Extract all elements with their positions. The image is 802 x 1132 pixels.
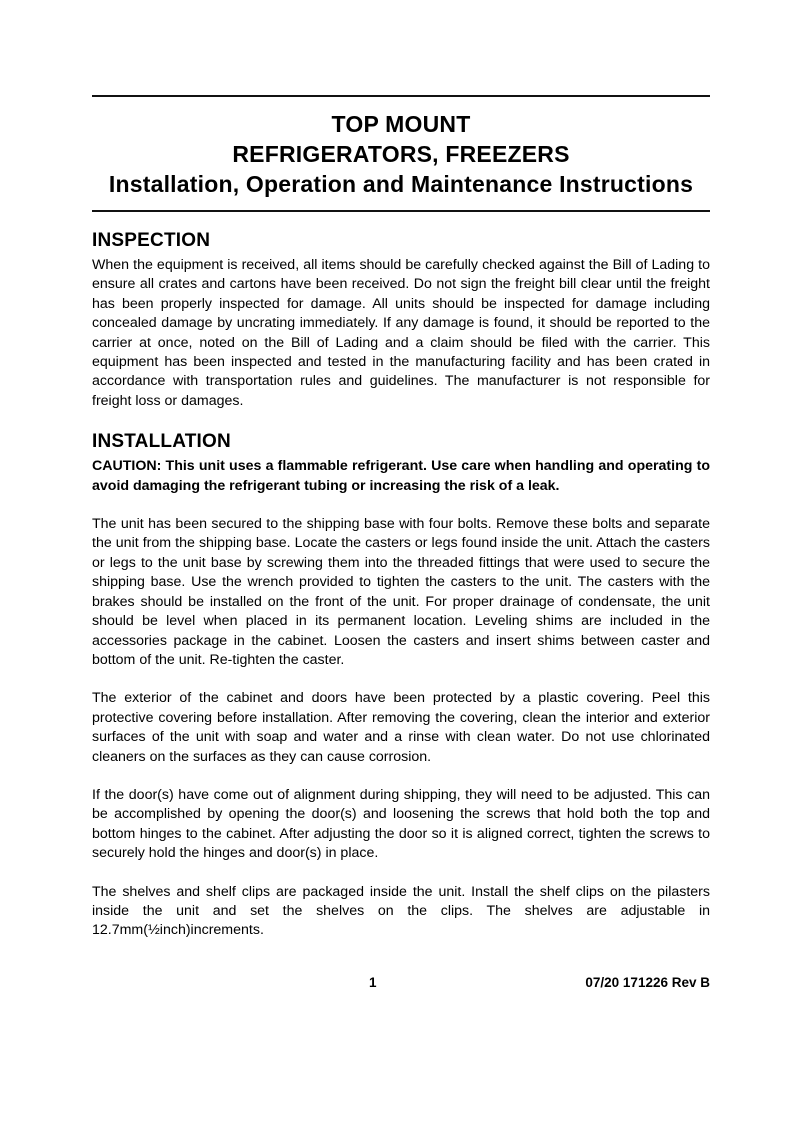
inspection-heading: INSPECTION — [92, 230, 211, 251]
inspection-paragraph: When the equipment is received, all items should be carefully checked against the Bill of Lading to ensure all crates and cartons have been received. Do not sign the freight bill clear until the freight has been properly inspected for damage. All units should be inspected for damage including concealed damage by uncrating immediately. If any damage is found, it should be reported to the carrier at once, noted on the Bill of Lading and a claim should be filed with the carrier. This equipment has been inspected and tested in the manufacturing facility and has been crated in accordance with transportation rules and guidelines. The manufacturer is not responsible for freight loss or damages. — [92, 257, 710, 409]
installation-paragraph-3: If the door(s) have come out of alignment during shipping, they will need to be adjusted. This can be accomplished by opening the door(s) and loosening the screws that hold both the top and bottom hinges to the cabinet. After adjusting the door so it is aligned correct, tighten the screws to securely hold the hinges and door(s) in place. — [92, 786, 710, 862]
document-title — [92, 109, 710, 199]
section-inspection — [92, 229, 710, 411]
footer-page-number: 1 — [369, 974, 377, 990]
installation-heading: INSTALLATION — [92, 431, 231, 453]
document-page — [0, 95, 802, 1132]
title-rule-top — [92, 95, 710, 97]
caution-paragraph: CAUTION: This unit uses a flammable refrigerant. Use care when handling and operating to avoid damaging the refrigerant tubing or increasing the risk of a leak. — [92, 458, 710, 494]
installation-paragraph-2: The exterior of the cabinet and doors have been protected by a plastic covering. Peel this protective covering before installation. After removing the covering, clean the interior and exterior surfaces of the unit with soap and water and a rinse with clean water. Do not use chlorinated cleaners on the surfaces as they can cause corrosion. — [92, 690, 710, 765]
section-installation — [92, 430, 710, 941]
installation-paragraph-1: The unit has been secured to the shipping base with four bolts. Remove these bolts and separate the unit from the shipping base. Locate the casters or legs found inside the unit. Attach the casters or legs to the unit base by screwing them into the threaded fittings that were used to secure the shipping base. Use the wrench provided to tighten the casters to the unit. The casters with the brakes should be installed on the front of the unit. For proper drainage of condensate, the unit should be level when placed in its permanent location. Leveling shims are included in the accessories package in the cabinet. Loosen the casters and insert shims between caster and bottom of the unit. Re-tighten the caster. — [92, 516, 710, 668]
footer-revision: 07/20 171226 Rev B — [585, 974, 710, 990]
page-footer — [92, 975, 710, 991]
installation-paragraph-4: The shelves and shelf clips are packaged inside the unit. Install the shelf clips on the pilasters inside the unit and set the shelves on the clips. The shelves are adjustable in 12.7mm(½inch)increments. — [92, 883, 710, 939]
title-rule-bottom — [92, 210, 710, 212]
title-line-3: Installation, Operation and Maintenance Instructions — [108, 171, 694, 197]
title-line-2: REFRIGERATORS, FREEZERS — [232, 141, 570, 167]
title-line-1: TOP MOUNT — [331, 111, 471, 137]
